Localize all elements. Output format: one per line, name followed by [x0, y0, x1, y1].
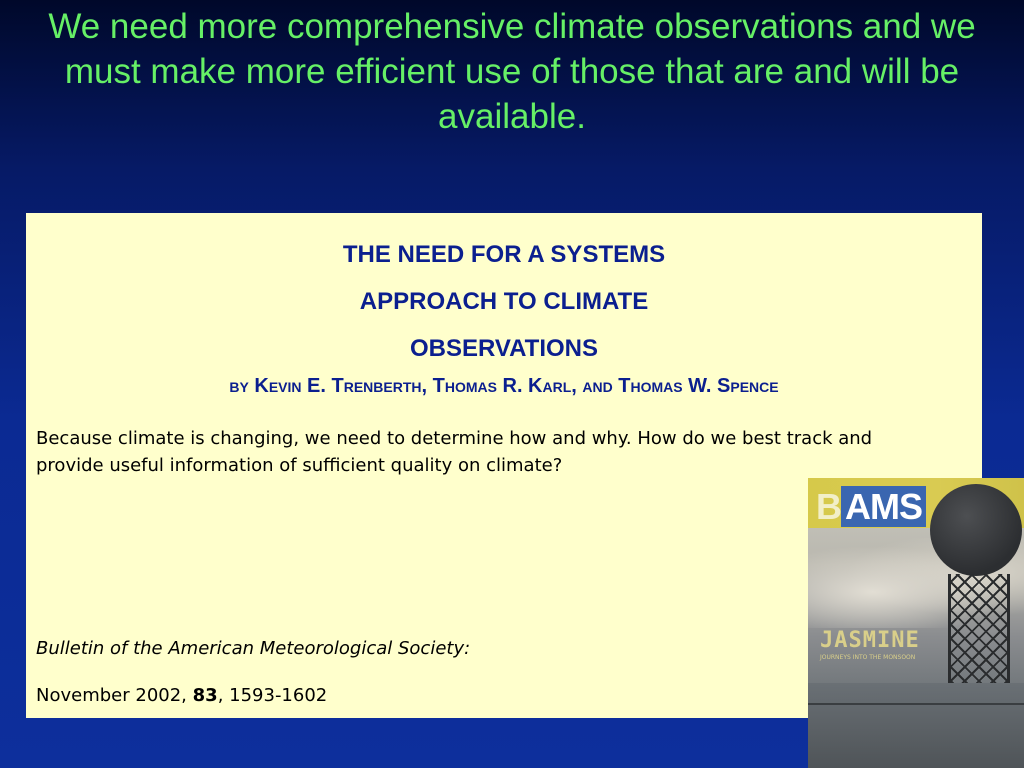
citation-volume: 83: [192, 685, 218, 706]
citation-date: November 2002,: [36, 685, 193, 706]
journal-name: Bulletin of the American Meteorological Society:: [36, 638, 471, 659]
article-title-line: OBSERVATIONS: [409, 335, 599, 362]
article-abstract: Because climate is changing, we need to determine how and why. How do we best track and provide useful information of sufficient quality on climate?: [36, 428, 873, 476]
article-title-line: APPROACH TO CLIMATE: [359, 288, 649, 315]
article-title: [26, 231, 982, 372]
cover-logo-prefix: B: [816, 486, 841, 527]
radar-tower-icon: [948, 574, 1010, 694]
cover-feature-subtitle: JOURNEYS INTO THE MONSOON: [820, 654, 916, 661]
cover-feature-title: JASMINE: [820, 628, 920, 653]
article-byline: by Kevin E. Trenberth, Thomas R. Karl, and Thomas W. Spence: [229, 375, 779, 397]
slide-title: We need more comprehensive climate observations and we must make more efficient use of those that are and will be available.: [48, 7, 976, 136]
cover-logo: [816, 486, 926, 528]
radar-dome-icon: [930, 484, 1022, 576]
article-title-line: THE NEED FOR A SYSTEMS: [342, 241, 666, 268]
cover-logo-main: AMS: [841, 486, 926, 527]
ship-deck-icon: [808, 683, 1024, 768]
citation: [36, 685, 327, 706]
citation-pages: , 1593-1602: [217, 685, 328, 706]
bams-cover-image: [808, 478, 1024, 768]
